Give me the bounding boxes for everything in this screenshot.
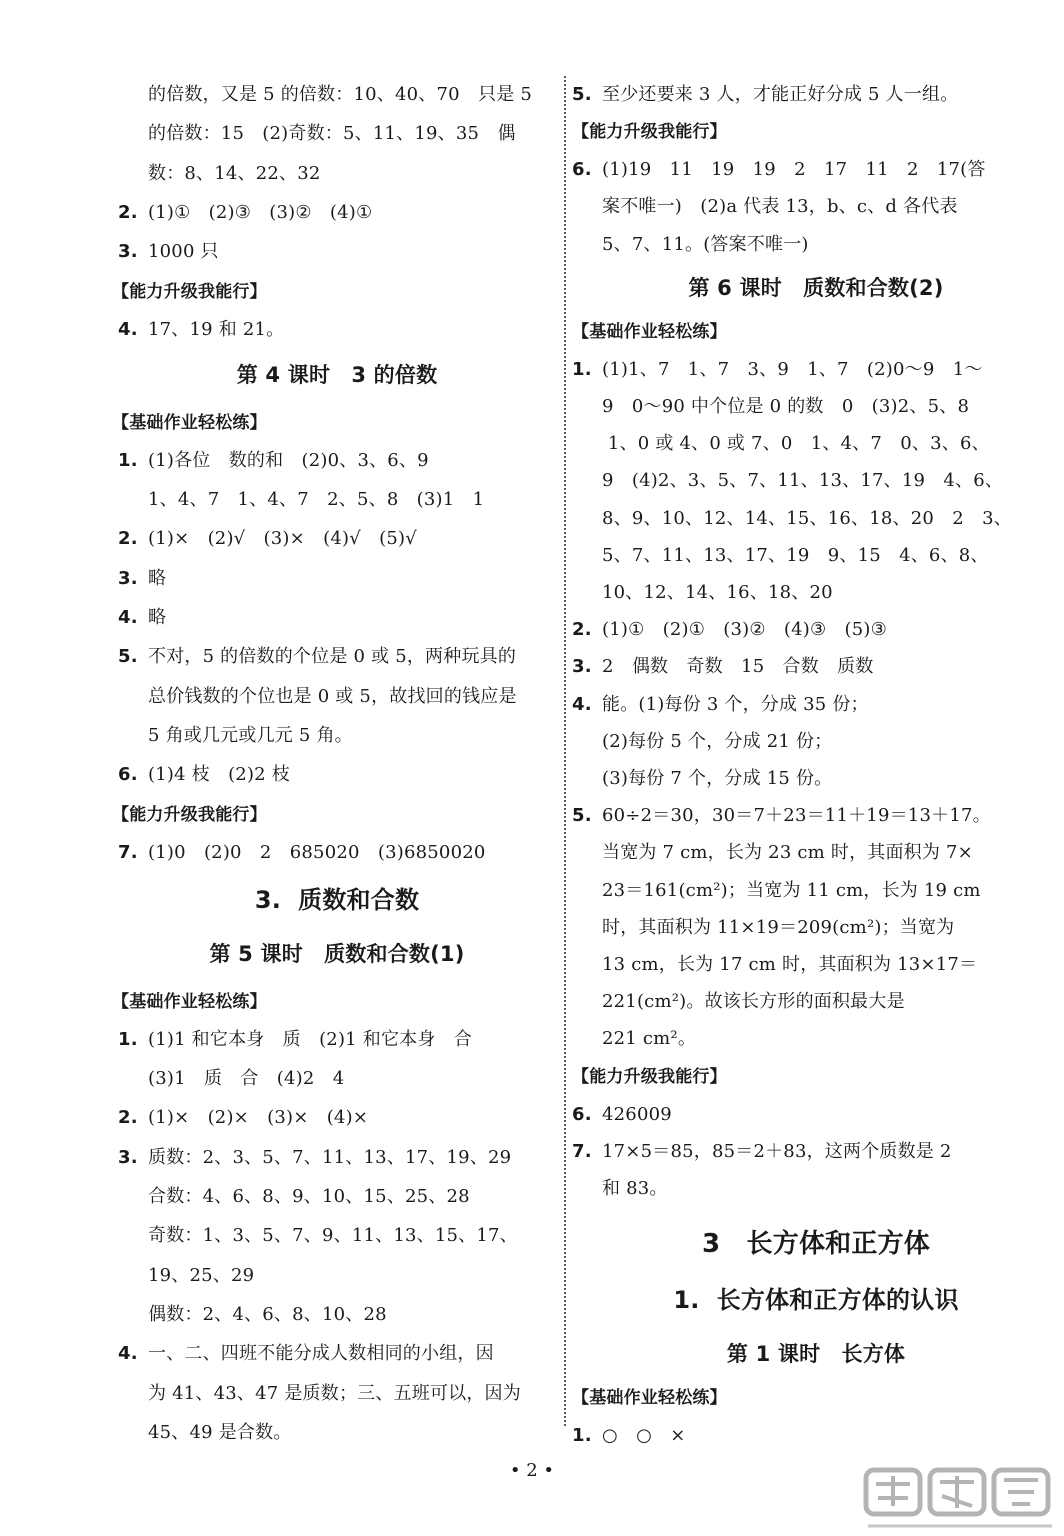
answer-line: 能。(1)每份 3 个，分成 35 份； <box>602 693 869 715</box>
answer-line: 的倍数：15 (2)奇数：5、11、19、35 偶 <box>148 123 516 145</box>
answer-line: (1)1 和它本身 质 (2)1 和它本身 合 <box>148 1028 472 1050</box>
item-number: 3. <box>118 567 138 589</box>
answer-line: 1000 只 <box>148 241 219 263</box>
answer-line: 合数：4、6、8、9、10、15、25、28 <box>148 1186 470 1207</box>
answer-line: (1)19 11 19 19 2 17 11 2 17(答 <box>602 159 986 181</box>
answer-line: 45、49 是合数。 <box>148 1421 292 1443</box>
item-number: 5. <box>572 84 592 105</box>
answer-line: 案不唯一) (2)a 代表 13，b、c、d 各代表 <box>602 196 958 218</box>
answer-line: (1)× (2)√ (3)× (4)√ (5)√ <box>148 528 417 550</box>
answer-line: 奇数：1、3、5、7、9、11、13、15、17、 <box>148 1225 518 1247</box>
answer-line: 60÷2＝30，30＝7＋23＝11＋19＝13＋17。 <box>602 805 991 827</box>
answer-line: 1、0 或 4、0 或 7、0 1、4、7 0、3、6、 <box>602 433 990 455</box>
answer-line: (1)① (2)③ (3)② (4)① <box>148 201 373 223</box>
answer-line: 9 0～90 中个位是 0 的数 0 (3)2、5、8 <box>602 396 970 417</box>
answer-line: 不对，5 的倍数的个位是 0 或 5，两种玩具的 <box>148 646 517 668</box>
answer-line: 19、25、29 <box>148 1264 255 1286</box>
item-number: 7. <box>118 841 138 863</box>
answer-line: 426009 <box>602 1103 672 1125</box>
lesson-title: 第 5 课时 质数和合数(1) <box>209 941 465 966</box>
answer-line: (3)1 质 合 (4)2 4 <box>148 1068 345 1090</box>
item-number: 2. <box>118 528 138 550</box>
item-number: 2. <box>118 201 138 223</box>
item-number: 3. <box>118 1146 138 1168</box>
chapter-title: 3. 质数和合数 <box>254 885 420 914</box>
answer-line: 9 (4)2、3、5、7、11、13、17、19 4、6、 <box>602 470 1004 492</box>
answer-line: 221(cm²)。故该长方形的面积最大是 <box>602 991 905 1013</box>
item-number: 5. <box>118 646 138 668</box>
answer-line: 至少还要来 3 人，才能正好分成 5 人一组。 <box>602 84 959 105</box>
item-number: 4. <box>118 318 138 340</box>
item-number: 1. <box>572 358 592 380</box>
answer-line: 和 83。 <box>602 1178 668 1199</box>
answer-line: 10、12、14、16、18、20 <box>602 582 833 603</box>
item-number: 6. <box>572 1103 592 1125</box>
chapter-title: 1. 长方体和正方体的认识 <box>673 1286 959 1315</box>
answer-line: 2 偶数 奇数 15 合数 质数 <box>602 656 874 678</box>
answer-line: (1)4 枝 (2)2 枝 <box>148 764 290 786</box>
lesson-title: 第 4 课时 3 的倍数 <box>236 362 438 387</box>
answer-line: 总价钱数的个位也是 0 或 5，故找回的钱应是 <box>148 685 517 707</box>
answer-line: 时，其面积为 11×19＝209(cm²)；当宽为 <box>602 916 955 938</box>
section-header: 【能力升级我能行】 <box>572 122 727 143</box>
answer-line: 5、7、11。(答案不唯一) <box>602 233 809 255</box>
item-number: 1. <box>572 1425 592 1447</box>
column-divider <box>564 76 566 1426</box>
answer-line: (2)每份 5 个，分成 21 份； <box>602 730 833 752</box>
answer-line: 偶数：2、4、6、8、10、28 <box>148 1303 387 1325</box>
answer-line: 17、19 和 21。 <box>148 318 285 340</box>
answer-line: (3)每份 7 个，分成 15 份。 <box>602 768 833 789</box>
watermark-logo <box>862 1466 1058 1532</box>
item-number: 6. <box>118 764 138 786</box>
answer-line: 为 41、43、47 是质数；三、五班可以，因为 <box>148 1382 521 1404</box>
answer-line: 1、4、7 1、4、7 2、5、8 (3)1 1 <box>148 489 485 511</box>
item-number: 7. <box>572 1140 592 1162</box>
section-header: 【能力升级我能行】 <box>112 281 267 302</box>
answer-line: 当宽为 7 cm，长为 23 cm 时，其面积为 7× <box>602 842 973 864</box>
page-number: • 2 • <box>509 1460 555 1481</box>
item-number: 6. <box>572 159 592 181</box>
answer-line: 17×5＝85，85＝2＋83，这两个质数是 2 <box>602 1140 952 1162</box>
answer-line: 221 cm²。 <box>602 1028 697 1050</box>
item-number: 1. <box>118 449 138 471</box>
answer-line: 一、二、四班不能分成人数相同的小组，因 <box>148 1343 494 1365</box>
answer-line: 5、7、11、13、17、19 9、15 4、6、8、 <box>602 544 989 566</box>
item-number: 5. <box>572 805 592 827</box>
item-number: 2. <box>572 619 592 641</box>
answer-line: 的倍数，又是 5 的倍数：10、40、70 只是 5 <box>148 84 532 105</box>
lesson-title: 第 6 课时 质数和合数(2) <box>688 275 944 300</box>
answer-line: (1)× (2)× (3)× (4)× <box>148 1107 369 1129</box>
answer-line: 略 <box>148 567 167 589</box>
item-number: 3. <box>572 656 592 678</box>
answer-line: (1)1、7 1、7 3、9 1、7 (2)0～9 1～ <box>602 358 983 380</box>
section-header: 【基础作业轻松练】 <box>572 321 727 342</box>
answer-line: 质数：2、3、5、7、11、13、17、19、29 <box>148 1146 512 1168</box>
section-header: 【基础作业轻松练】 <box>112 412 267 433</box>
answer-line: (1)各位 数的和 (2)0、3、6、9 <box>148 449 429 471</box>
section-header: 【能力升级我能行】 <box>572 1066 727 1087</box>
item-number: 3. <box>118 241 138 263</box>
answer-line: 数：8、14、22、32 <box>148 162 321 184</box>
item-number: 4. <box>118 607 138 628</box>
item-number: 4. <box>572 693 592 715</box>
lesson-title: 第 1 课时 长方体 <box>726 1342 906 1367</box>
section-header: 【能力升级我能行】 <box>112 804 267 825</box>
answer-line: 23＝161(cm²)；当宽为 11 cm，长为 19 cm <box>602 879 981 901</box>
answer-line: 8、9、10、12、14、15、16、18、20 2 3、 <box>602 507 1012 529</box>
answer-line: 5 角或几元或几元 5 角。 <box>148 724 353 746</box>
answer-line: (1)① (2)① (3)② (4)③ (5)③ <box>602 619 887 641</box>
section-header: 【基础作业轻松练】 <box>572 1388 727 1409</box>
section-header: 【基础作业轻松练】 <box>112 991 267 1012</box>
right-column <box>568 0 1064 1480</box>
item-number: 2. <box>118 1107 138 1129</box>
answer-line: 13 cm，长为 17 cm 时，其面积为 13×17＝ <box>602 954 978 975</box>
answer-line: ○ ○ × <box>602 1425 686 1447</box>
unit-title: 3 长方体和正方体 <box>702 1229 930 1260</box>
item-number: 4. <box>118 1343 138 1365</box>
answer-line: (1)0 (2)0 2 685020 (3)6850020 <box>148 841 486 863</box>
item-number: 1. <box>118 1028 138 1050</box>
answer-line: 略 <box>148 607 167 628</box>
